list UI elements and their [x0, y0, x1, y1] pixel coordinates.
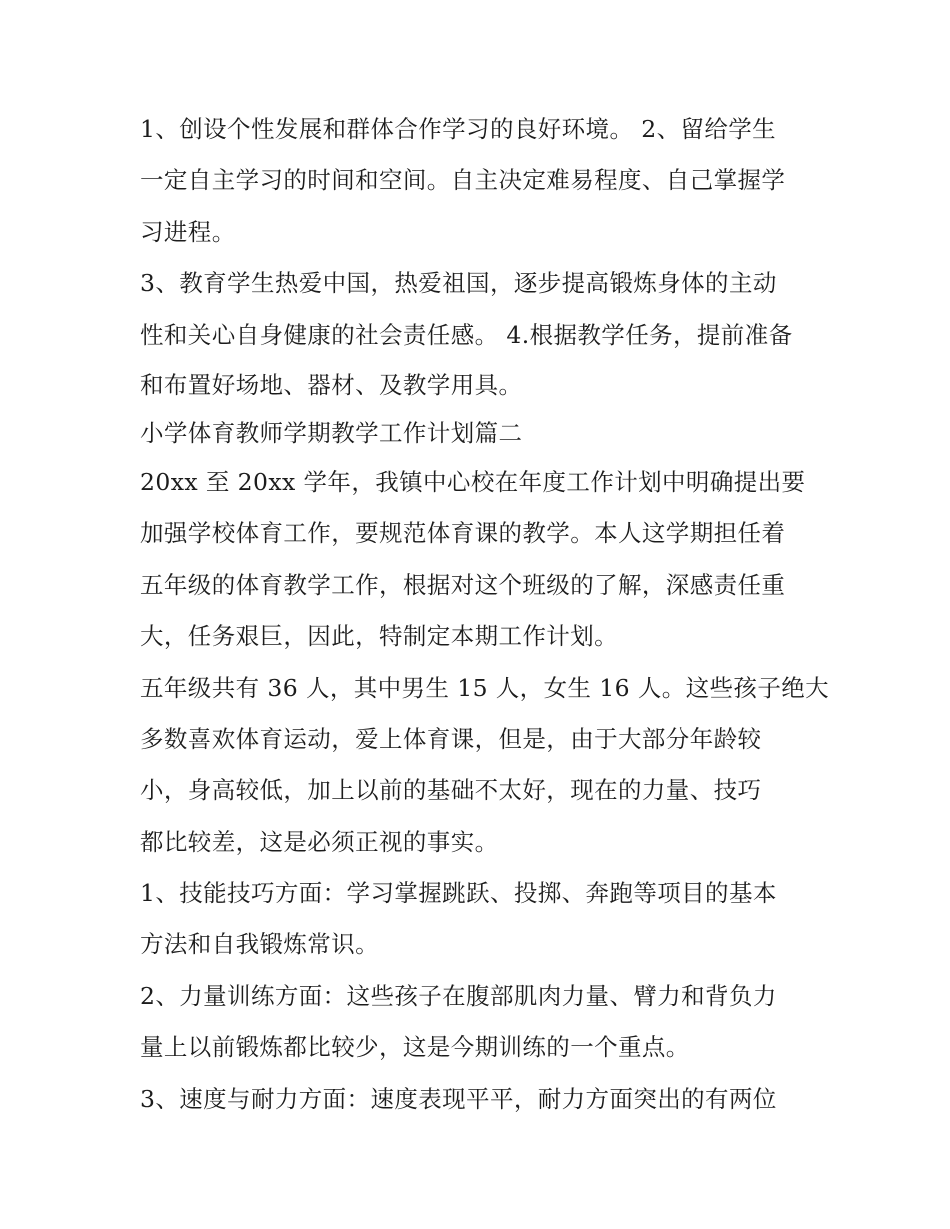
- text-line: 多数喜欢体育运动，爱上体育课，但是，由于大部分年龄较: [140, 724, 762, 753]
- text-line: 方法和自我锻炼常识。: [140, 930, 379, 959]
- text-line: 大，任务艰巨，因此，特制定本期工作计划。: [140, 622, 618, 651]
- text-line: 量上以前锻炼都比较少，这是今期训练的一个重点。: [140, 1033, 690, 1062]
- text-line: 小，身高较低，加上以前的基础不太好，现在的力量、技巧: [140, 776, 762, 805]
- text-line: 和布置好场地、器材、及教学用具。: [140, 370, 523, 399]
- text-line: 习进程。: [140, 217, 236, 246]
- text-line: 3、速度与耐力方面：速度表现平平，耐力方面突出的有两位: [140, 1084, 777, 1113]
- text-line: 一定自主学习的时间和空间。自主决定难易程度、自己掌握学: [140, 166, 786, 195]
- text-line: 性和关心自身健康的社会责任感。 4.根据教学任务，提前准备: [140, 320, 793, 349]
- section-heading: 小学体育教师学期教学工作计划篇二: [140, 418, 523, 447]
- text-line: 3、教育学生热爱中国，热爱祖国，逐步提高锻炼身体的主动: [140, 269, 777, 298]
- text-line: 五年级的体育教学工作，根据对这个班级的了解，深感责任重: [140, 570, 786, 599]
- document-body: [140, 104, 830, 1125]
- text-line: 1、创设个性发展和群体合作学习的良好环境。 2、留给学生: [140, 115, 777, 143]
- text-line: 2、力量训练方面：这些孩子在腹部肌肉力量、臂力和背负力: [140, 981, 777, 1010]
- text-line: 加强学校体育工作，要规范体育课的教学。本人这学期担任着: [140, 519, 786, 548]
- text-line: 1、技能技巧方面：学习掌握跳跃、投掷、奔跑等项目的基本: [140, 879, 777, 908]
- text-line: 都比较差，这是必须正视的事实。: [140, 827, 499, 856]
- text-line: 20xx 至 20xx 学年，我镇中心校在年度工作计划中明确提出要: [140, 467, 806, 496]
- text-line: 五年级共有 36 人，其中男生 15 人，女生 16 人。这些孩子绝大: [140, 673, 830, 702]
